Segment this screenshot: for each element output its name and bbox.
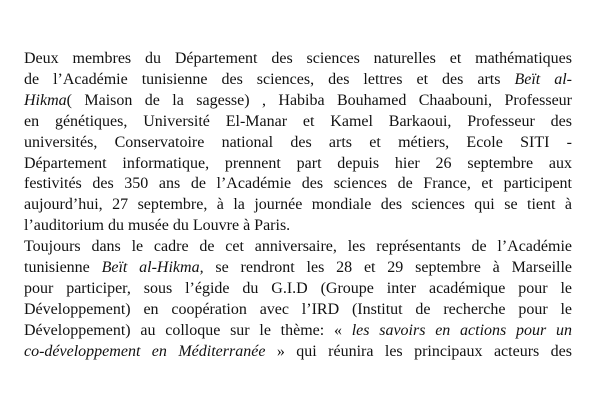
text-line: festivités des 350 ans de l’Académie des sciences de France, et participent [24, 175, 572, 193]
text-line: Toujours dans le cadre de cet anniversaire, les représentants de l’Académie [24, 238, 572, 256]
italic-colloquium-title: co-développement en Méditerranée [24, 342, 266, 360]
text-line [24, 258, 572, 279]
text-line: Deux membres du Département des sciences naturelles et mathématiques [24, 50, 572, 67]
text-line: Département informatique, prennent part depuis hier 26 septembre aux [24, 154, 572, 172]
text-line: en génétiques, Université El-Manar et Kamel Barkaoui, Professeur des [24, 112, 572, 130]
document-body [24, 49, 572, 363]
text-segment: de l’Académie tunisienne des sciences, des lettres et des arts [24, 70, 515, 88]
italic-institution-name: Beït al-Hikma, [101, 259, 204, 277]
text-line: Développement) en coopération avec l’IRD (Institut de recherche pour le [24, 300, 572, 318]
italic-colloquium-title: les savoirs en actions pour un [351, 321, 572, 339]
text-segment: » qui réunira les principaux acteurs des [265, 342, 573, 360]
italic-institution-name: Hikma [24, 91, 67, 109]
text-line [24, 70, 572, 91]
italic-institution-name: Beït al- [514, 70, 572, 88]
text-segment: ( Maison de la sagesse) , Habiba Bouhamed Chaabouni, Professeur [66, 91, 572, 109]
text-line [24, 321, 572, 342]
paragraph-2 [24, 237, 572, 362]
text-line: pour participer, sous l’égide du G.I.D (Groupe inter académique pour le [24, 279, 572, 297]
text-line [24, 342, 572, 363]
text-line: universités, Conservatoire national des arts et métiers, Ecole SITI - [24, 133, 572, 151]
text-segment: se rendront les 28 et 29 septembre à Marseille [203, 259, 573, 277]
text-line: aujourd’hui, 27 septembre, à la journée mondiale des sciences qui se tient à [24, 196, 572, 214]
text-segment: tunisienne [24, 259, 102, 277]
text-line: l’auditorium du musée du Louvre à Paris. [24, 217, 291, 235]
text-line [24, 91, 572, 112]
text-segment: Développement) au colloque sur le thème: « [24, 321, 352, 339]
paragraph-1 [24, 49, 572, 237]
